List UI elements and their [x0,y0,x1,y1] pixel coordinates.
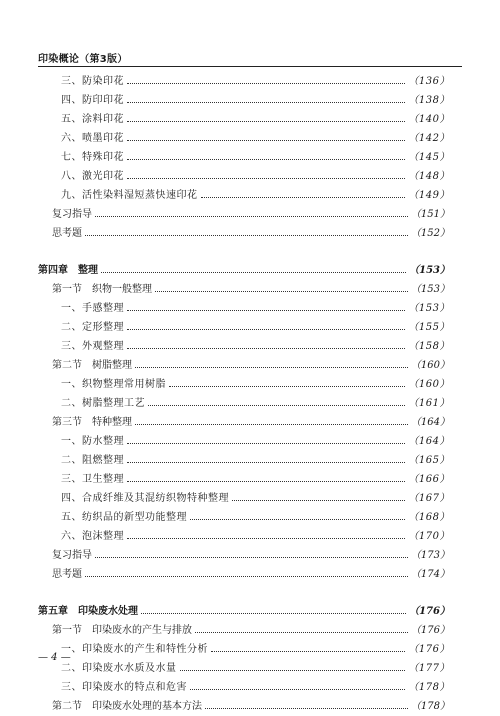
toc-entry-title: 一、织物整理常用树脂 [61,379,166,390]
toc-entry-title: 七、特殊印花 [61,152,124,163]
toc-entry-section[interactable] [0,356,500,375]
toc-entry-page: （160） [410,360,450,371]
toc-entry-page: （164） [410,417,450,428]
toc-entry-item[interactable] [0,91,500,110]
dot-leader [127,462,405,463]
dot-leader [127,538,405,539]
toc-entry-title: 三、卫生整理 [61,474,124,485]
table-of-contents [0,72,500,716]
dot-leader [127,178,405,179]
toc-entry-title: 第五章 印染废水处理 [38,606,138,617]
toc-entry-section[interactable] [0,697,500,716]
toc-entry-item[interactable] [0,678,500,697]
toc-entry-title: 第一节 印染废水的产生与排放 [52,625,192,636]
toc-entry-title: 一、防水整理 [61,436,124,447]
toc-entry-page: （148） [408,171,450,182]
toc-entry-page: （136） [408,76,450,87]
toc-entry-item[interactable] [0,110,500,129]
toc-entry-page: （170） [408,531,450,542]
toc-entry-title: 四、防印印花 [61,95,124,106]
toc-entry-title: 二、定形整理 [61,322,124,333]
dot-leader [127,121,405,122]
dot-leader [95,216,408,217]
toc-entry-page: （140） [408,114,450,125]
toc-entry-review[interactable] [0,546,500,565]
dot-leader [135,424,408,425]
toc-entry-page: （178） [410,701,450,712]
toc-entry-item[interactable] [0,72,500,91]
toc-entry-page: （174） [410,569,450,580]
dot-leader [141,613,406,614]
dot-leader [135,367,408,368]
toc-entry-page: （178） [408,682,450,693]
toc-entry-page: （176） [410,625,450,636]
toc-entry-page: （151） [410,209,450,220]
toc-entry-page: （158） [408,341,450,352]
dot-leader [127,140,405,141]
toc-entry-page: （161） [408,398,450,409]
toc-entry-title: 一、手感整理 [61,303,124,314]
dot-leader [127,443,405,444]
toc-entry-page: （173） [410,550,450,561]
toc-entry-title: 五、涂料印花 [61,114,124,125]
toc-entry-title: 思考题 [52,569,82,580]
toc-entry-item[interactable] [0,299,500,318]
toc-entry-title: 一、印染废水的产生和特性分析 [61,644,208,655]
header-rule [38,66,462,67]
toc-entry-item[interactable] [0,640,500,659]
toc-entry-title: 复习指导 [52,550,92,561]
dot-leader [127,329,405,330]
toc-entry-title: 第二节 印染废水处理的基本方法 [52,701,202,712]
dot-leader [232,500,405,501]
dot-leader [201,197,406,198]
toc-entry-item[interactable] [0,148,500,167]
toc-entry-item[interactable] [0,451,500,470]
toc-entry-title: 六、泡沫整理 [61,531,124,542]
toc-entry-title: 思考题 [52,228,82,239]
toc-entry-item[interactable] [0,337,500,356]
toc-entry-title: 第一节 织物一般整理 [52,284,152,295]
toc-entry-page: （165） [408,455,450,466]
dot-leader [205,708,408,709]
dot-leader [127,348,405,349]
chapter-gap [0,584,500,602]
dot-leader [85,576,408,577]
toc-entry-item[interactable] [0,318,500,337]
toc-entry-item[interactable] [0,186,500,205]
toc-entry-section[interactable] [0,413,500,432]
dot-leader [211,651,405,652]
dot-leader [180,670,406,671]
dot-leader [127,159,405,160]
toc-entry-section[interactable] [0,621,500,640]
toc-block-printing [0,72,500,243]
toc-entry-page: （152） [410,228,450,239]
dot-leader [195,632,408,633]
toc-entry-page: （176） [409,606,450,617]
toc-entry-item[interactable] [0,508,500,527]
toc-entry-title: 四、合成纤维及其混纺织物特种整理 [61,493,229,504]
toc-entry-title: 第二节 树脂整理 [52,360,132,371]
toc-entry-page: （145） [408,152,450,163]
toc-entry-title: 第四章 整理 [38,265,98,276]
toc-entry-item[interactable] [0,489,500,508]
toc-entry-chapter[interactable] [0,602,500,621]
dot-leader [101,272,406,273]
dot-leader [155,291,408,292]
toc-entry-item[interactable] [0,129,500,148]
dot-leader [190,689,405,690]
toc-entry-page: （153） [410,284,450,295]
toc-entry-title: 五、纺织品的新型功能整理 [61,512,187,523]
dot-leader [148,405,405,406]
toc-entry-page: （167） [408,493,450,504]
toc-entry-page: （153） [408,303,450,314]
dot-leader [127,83,405,84]
dot-leader [95,557,408,558]
toc-entry-item[interactable] [0,375,500,394]
toc-entry-title: 二、阻燃整理 [61,455,124,466]
toc-entry-title: 九、活性染料湿短蒸快速印花 [61,190,198,201]
toc-entry-page: （177） [408,663,450,674]
toc-entry-title: 三、防染印花 [61,76,124,87]
toc-entry-page: （164） [408,436,450,447]
toc-entry-title: 第三节 特种整理 [52,417,132,428]
dot-leader [85,235,408,236]
toc-entry-title: 复习指导 [52,209,92,220]
dot-leader [127,310,405,311]
toc-entry-page: （138） [408,95,450,106]
toc-block-chapter-5 [0,602,500,716]
toc-entry-page: （168） [408,512,450,523]
toc-entry-chapter[interactable] [0,261,500,280]
toc-entry-title: 三、印染废水的特点和危害 [61,682,187,693]
toc-entry-page: （155） [408,322,450,333]
toc-entry-title: 六、喷墨印花 [61,133,124,144]
toc-entry-review[interactable] [0,205,500,224]
toc-entry-page: （176） [408,644,450,655]
running-header: 印染概论（第3版） [38,54,128,65]
toc-entry-item[interactable] [0,432,500,451]
dot-leader [127,481,405,482]
toc-entry-item[interactable] [0,527,500,546]
toc-block-chapter-4 [0,261,500,584]
toc-entry-page: （149） [408,190,450,201]
toc-entry-page: （160） [408,379,450,390]
toc-entry-item[interactable] [0,659,500,678]
toc-entry-title: 二、树脂整理工艺 [61,398,145,409]
toc-entry-review[interactable] [0,565,500,584]
dot-leader [190,519,405,520]
toc-entry-title: 八、激光印花 [61,171,124,182]
toc-entry-review[interactable] [0,224,500,243]
toc-entry-page: （166） [408,474,450,485]
toc-entry-section[interactable] [0,280,500,299]
toc-entry-item[interactable] [0,167,500,186]
toc-entry-page: （153） [409,265,450,276]
toc-entry-title: 二、印染废水水质及水量 [61,663,177,674]
page-number: — 4 — [38,652,71,663]
toc-entry-title: 三、外观整理 [61,341,124,352]
chapter-gap [0,243,500,261]
toc-entry-item[interactable] [0,394,500,413]
dot-leader [127,102,405,103]
toc-entry-item[interactable] [0,470,500,489]
dot-leader [169,386,405,387]
toc-entry-page: （142） [408,133,450,144]
